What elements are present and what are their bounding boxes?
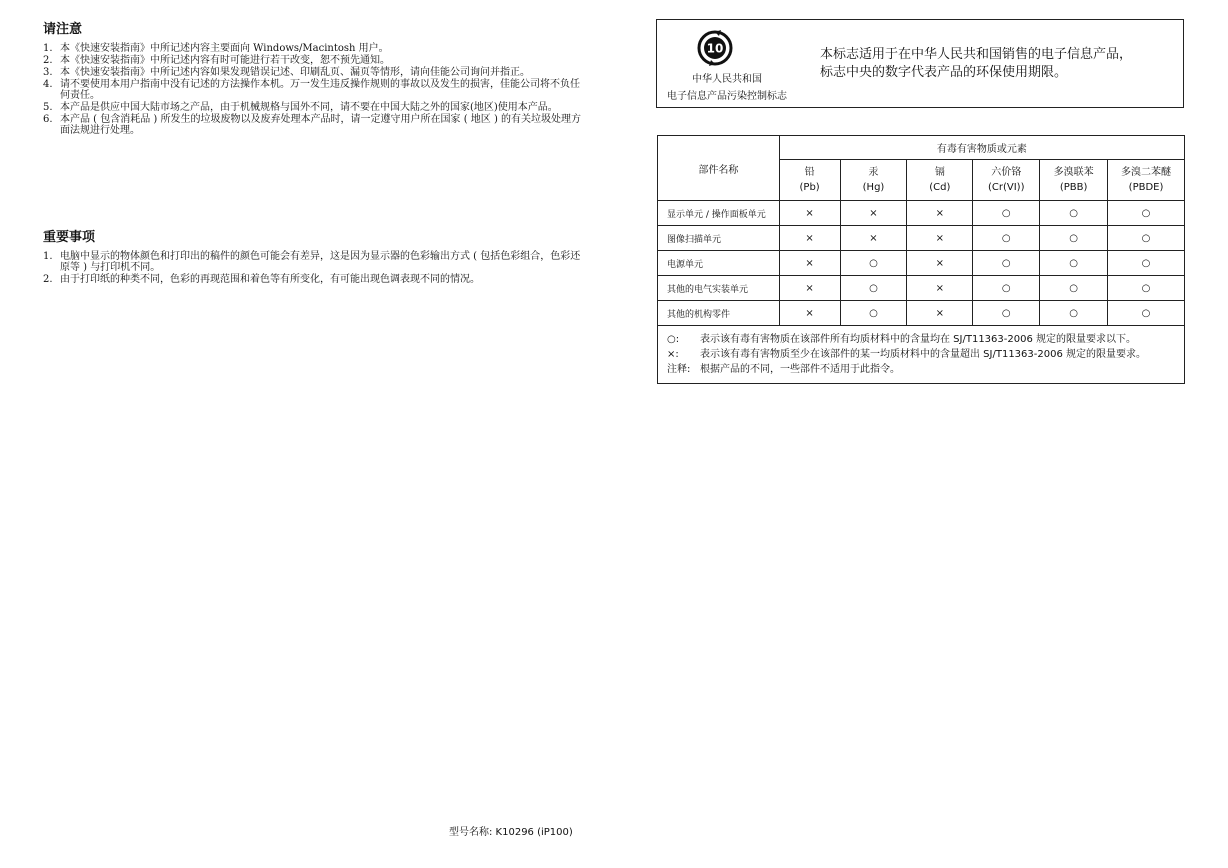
mark-cell: ×: [907, 276, 973, 301]
substance-header: 六价铬 (Cr(VI)): [973, 160, 1040, 201]
logo-description: [820, 46, 1132, 82]
list-item: 2. 本《快速安装指南》中所记述内容有时可能进行若干改变，恕不预先通知。: [43, 55, 390, 66]
logo-desc-line2: 标志中央的数字代表产品的环保使用期限。: [820, 65, 1068, 80]
legend-line: ×: 表示该有毒有害物质至少在该部件的某一均质材料中的含量超出 SJ/T11363-2006 规定的限量要求。: [667, 349, 1147, 360]
table-row: [658, 276, 1185, 301]
table-row: [658, 201, 1185, 226]
substance-header: 汞 (Hg): [840, 160, 907, 201]
model-name-footer: 型号名称: K10296 (iP100): [449, 827, 573, 838]
legend-line: ○: 表示该有毒有害物质在该部件所有均质材料中的含量均在 SJ/T11363-2006 规定的限量要求以下。: [667, 334, 1137, 345]
list-item: 5. 本产品是供应中国大陆市场之产品，由于机械规格与国外不同，请不要在中国大陆之外的国家(地区)使用本产品。: [43, 102, 558, 113]
mark-cell: ○: [1040, 251, 1108, 276]
table-row: [658, 301, 1185, 326]
important-section: [43, 226, 583, 286]
mark-cell: ○: [1040, 201, 1108, 226]
mark-cell: ×: [907, 226, 973, 251]
list-item: 6. 本产品 ( 包含消耗品 ) 所发生的垃圾废物以及废弃处理本产品时，请一定遵守用户所在国家 ( 地区 ) 的有关垃圾处理方面法规进行处理。: [43, 114, 582, 136]
mark-cell: ○: [1108, 301, 1185, 326]
legend-line: 注释: 根据产品的不同，一些部件不适用于此指令。: [667, 364, 900, 375]
mark-cell: ○: [840, 301, 907, 326]
list-item: 4. 请不要使用本用户指南中没有记述的方法操作本机。万一发生违反操作规则的事故以及发生的损害，佳能公司将不负任何责任。: [43, 79, 580, 101]
table-header-row: [658, 136, 1185, 160]
mark-cell: ○: [973, 251, 1040, 276]
mark-cell: ×: [840, 226, 907, 251]
important-title: 重要事项: [43, 230, 96, 245]
mark-cell: ×: [779, 301, 840, 326]
substance-header: 铅 (Pb): [779, 160, 840, 201]
legend-row: [658, 326, 1185, 384]
pollution-control-logo-box: [656, 19, 1184, 108]
mark-cell: ×: [779, 276, 840, 301]
important-list: [43, 251, 583, 285]
mark-cell: ○: [840, 276, 907, 301]
badge-number: 10: [706, 41, 724, 56]
recycle-10-icon: [697, 30, 733, 66]
logo-desc-line1: 本标志适用于在中华人民共和国销售的电子信息产品，: [820, 47, 1133, 62]
notice-title: 请注意: [43, 22, 83, 37]
mark-cell: ×: [779, 251, 840, 276]
mark-cell: ○: [1040, 276, 1108, 301]
substance-header: 多溴联苯 (PBB): [1040, 160, 1108, 201]
hazardous-substance-table: [657, 135, 1185, 384]
mark-cell: ×: [779, 226, 840, 251]
table-row: [658, 226, 1185, 251]
substance-header: 镉 (Cd): [907, 160, 973, 201]
mark-cell: ○: [973, 276, 1040, 301]
part-name-header: 部件名称: [658, 136, 780, 201]
part-name-cell: 图像扫描单元: [658, 226, 780, 251]
substance-header: 多溴二苯醚 (PBDE): [1108, 160, 1185, 201]
list-item: 1. 电脑中显示的物体颜色和打印出的稿件的颜色可能会有差异，这是因为显示器的色彩输出方式 ( 包括色彩组合，色彩还原等 ) 与打印机不同。: [43, 251, 581, 273]
mark-cell: ○: [840, 251, 907, 276]
mark-cell: ○: [1108, 201, 1185, 226]
part-name-cell: 其他的机构零件: [658, 301, 780, 326]
list-item: 2. 由于打印纸的种类不同，色彩的再现范围和着色等有所变化，有可能出现色调表现不同的情况。: [43, 274, 480, 285]
mark-cell: ○: [1108, 276, 1185, 301]
substance-group-header: 有毒有害物质或元素: [779, 136, 1184, 160]
mark-cell: ×: [907, 301, 973, 326]
mark-cell: ×: [840, 201, 907, 226]
list-item: 1. 本《快速安装指南》中所记述内容主要面向 Windows/Macintosh 用户。: [43, 43, 389, 54]
part-name-cell: 其他的电气实装单元: [658, 276, 780, 301]
mark-cell: ○: [973, 226, 1040, 251]
mark-cell: ○: [973, 301, 1040, 326]
table-row: [658, 251, 1185, 276]
notice-list: [43, 43, 583, 136]
table-legend: [658, 326, 1185, 384]
mark-cell: ○: [1040, 226, 1108, 251]
mark-cell: ○: [1108, 226, 1185, 251]
mark-cell: ○: [973, 201, 1040, 226]
mark-cell: ×: [779, 201, 840, 226]
notice-section: [43, 18, 583, 137]
mark-cell: ×: [907, 251, 973, 276]
part-name-cell: 电源单元: [658, 251, 780, 276]
mark-cell: ○: [1040, 301, 1108, 326]
mark-cell: ×: [907, 201, 973, 226]
mark-cell: ○: [1108, 251, 1185, 276]
list-item: 3. 本《快速安装指南》中所记述内容如果发现错误记述、印刷乱页、漏页等情形，请向佳能公司询问并指正。: [43, 67, 530, 78]
logo-caption-line2: 电子信息产品污染控制标志: [667, 91, 787, 102]
part-name-cell: 显示单元 / 操作面板单元: [658, 201, 780, 226]
logo-caption-line1: 中华人民共和国: [692, 74, 762, 85]
